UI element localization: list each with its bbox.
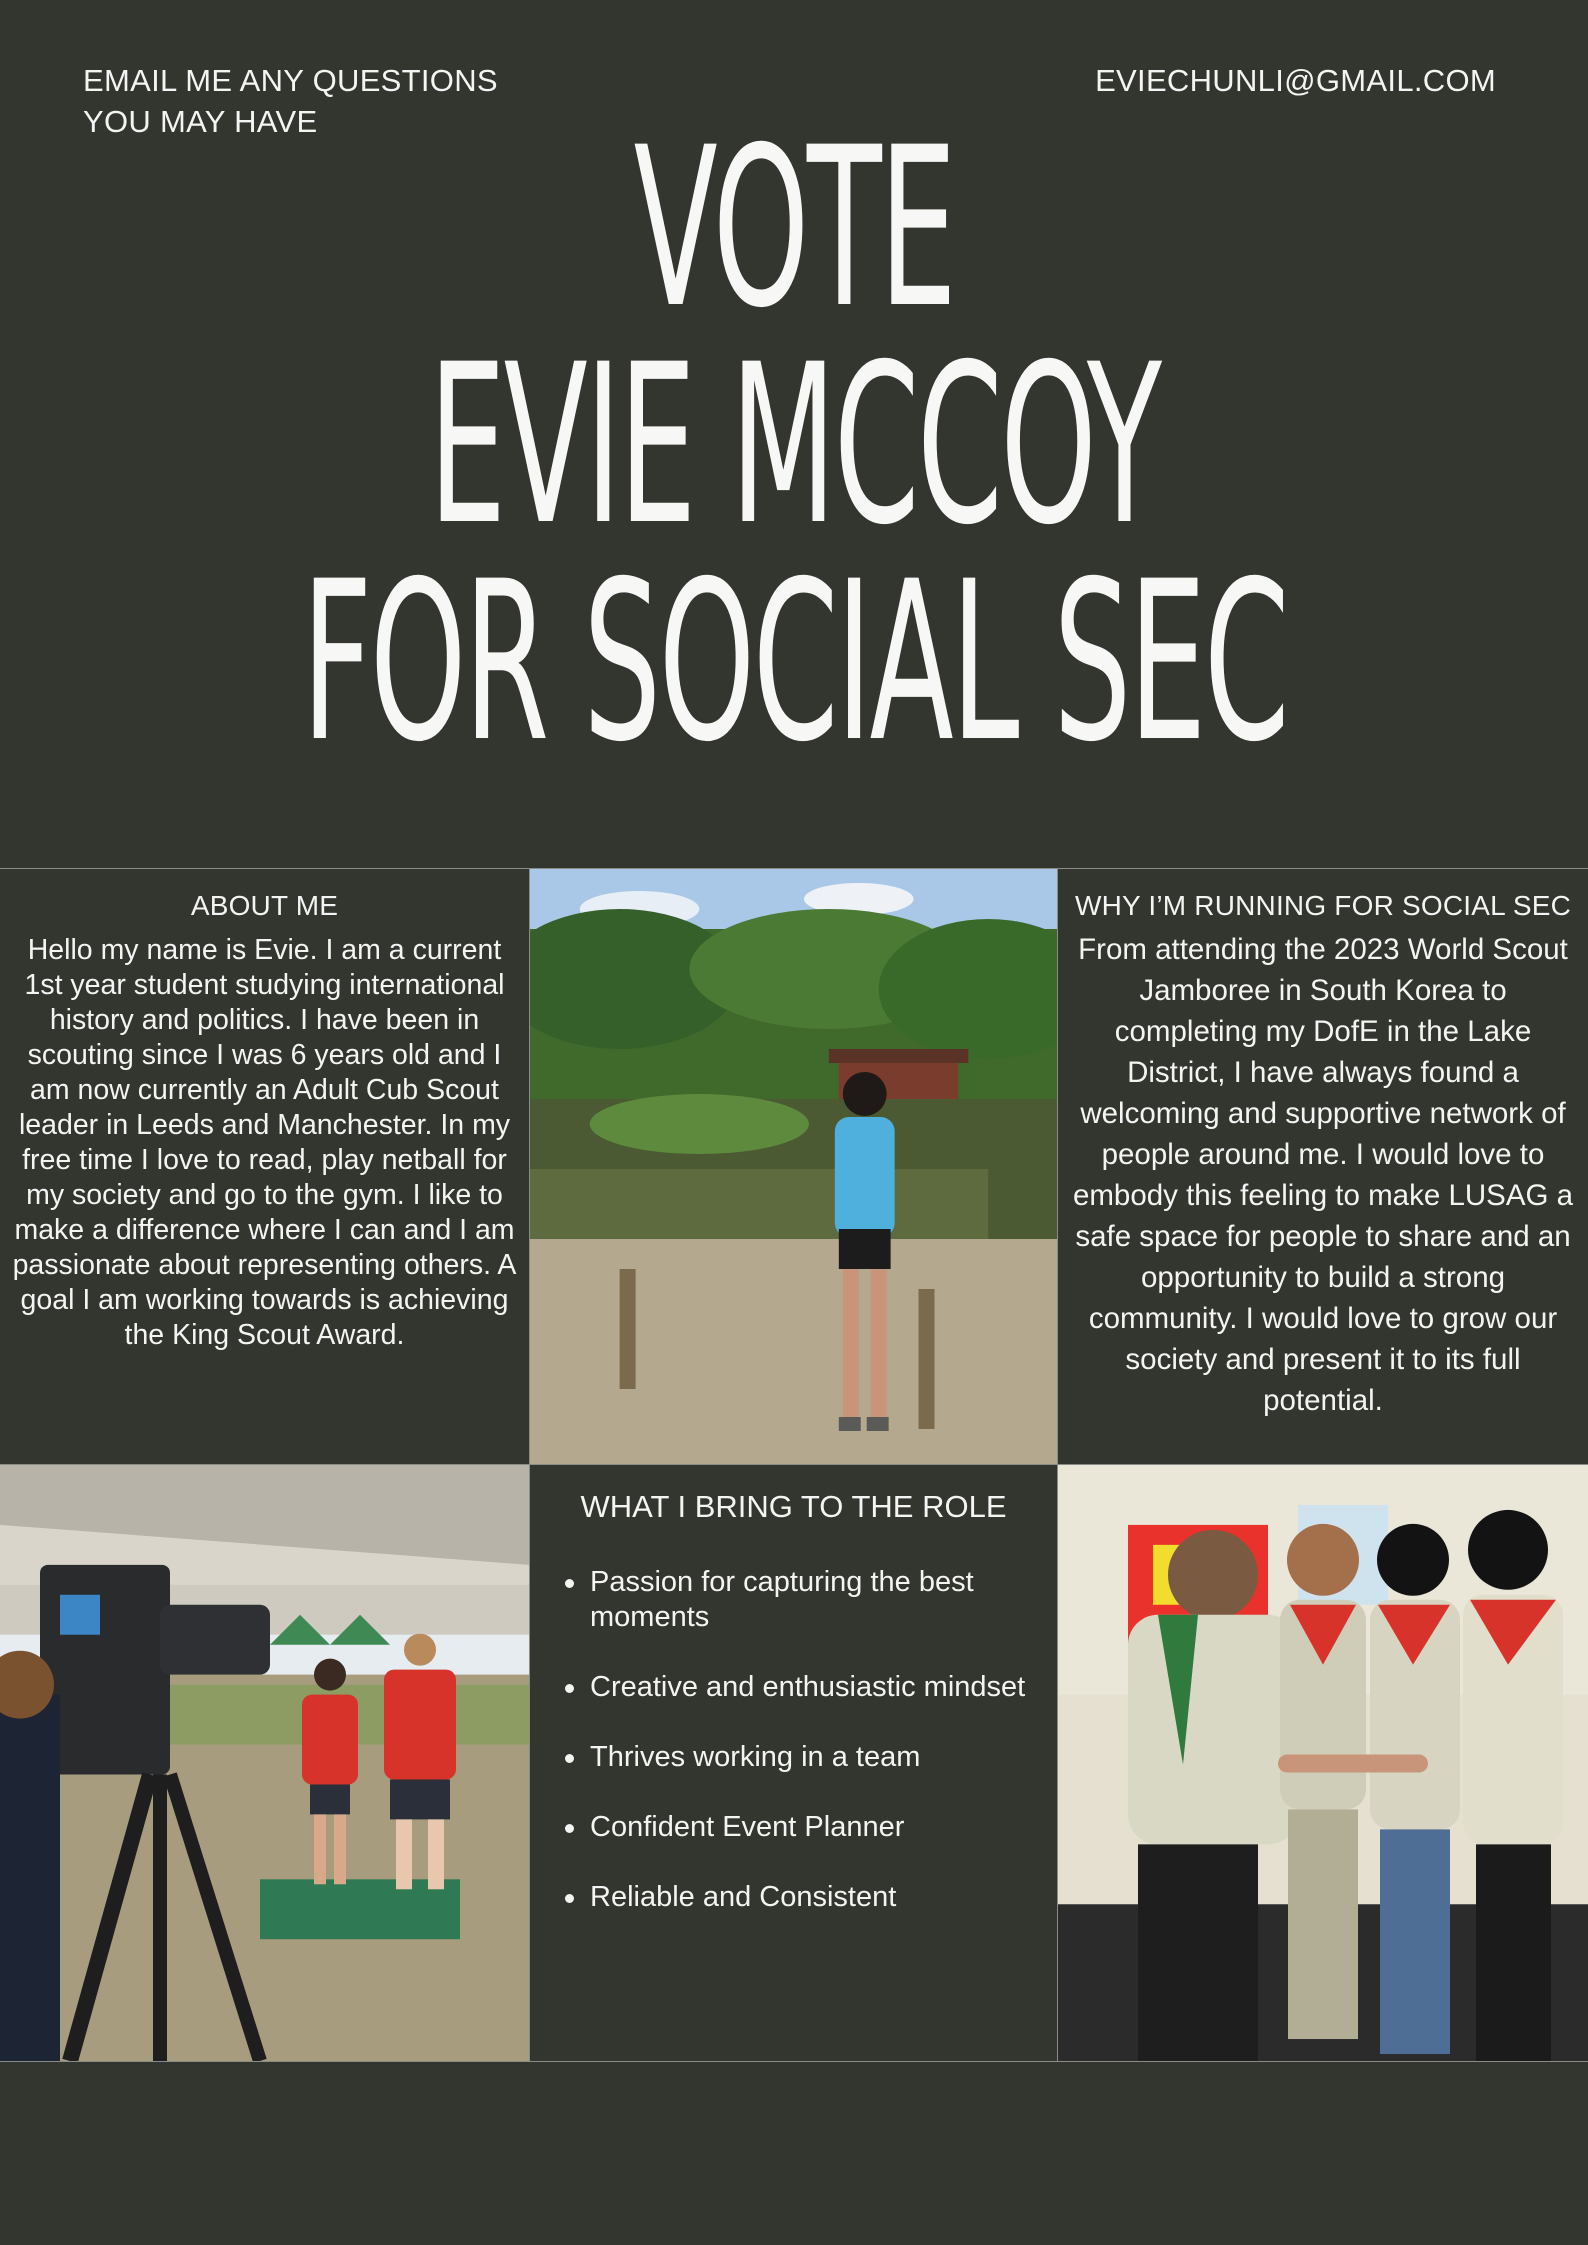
list-item: Creative and enthusiastic mindset (590, 1671, 1026, 1703)
photo-camera-interview (0, 1464, 529, 2061)
bring-to-role-section (529, 1464, 1058, 2061)
email-address-link[interactable]: EVIECHUNLI@GMAIL.COM (1095, 63, 1496, 98)
about-title: ABOUT ME (190, 890, 339, 921)
camera-photo-image (0, 1465, 529, 2061)
why-body: From attending the 2023 World Scout Jamboree in South Korea to completing my DofE in the Lake District, I have always found a welcoming and supportive network of people around me. I would love to embody this feeling to make LUSAG a safe space for people to share and an opportunity to build a strong community. I would love to grow our society and present it to its full potential. (1072, 933, 1574, 1417)
photo-garden-portrait (529, 869, 1058, 1464)
list-item: Reliable and Consistent (590, 1880, 1027, 1915)
list-item: Thrives working in a team (590, 1740, 1027, 1775)
about-section (0, 869, 529, 1464)
scout-group-photo-image (1058, 1465, 1588, 2061)
about-body: Hello my name is Evie. I am a current 1st year student studying international history and politics. I have been in scouting since I was 6 years old and I am now currently an Adult Cub Scout leader in Leeds and Manchester. In my free time I love to read, play netball for my society and go to the gym. I like to make a difference where I can and I am passionate about representing others. A goal I am working towards is achieving the King Scout Award. (12, 934, 517, 1351)
email-prompt-text: EMAIL ME ANY QUESTIONS YOU MAY HAVE (83, 63, 498, 139)
why-title: WHY I’M RUNNING FOR SOCIAL SEC (1074, 890, 1572, 921)
bring-title: WHAT I BRING TO THE ROLE (580, 1489, 1007, 1524)
why-running-section (1058, 869, 1588, 1464)
content-grid (0, 868, 1588, 2062)
headline-vote: VOTE (633, 100, 955, 356)
headline-role: FOR SOCIAL SEC (301, 534, 1288, 790)
list-item: Passion for capturing the best moments (590, 1565, 1027, 1635)
photo-scout-group (1058, 1464, 1588, 2061)
garden-photo-image (530, 869, 1057, 1464)
bring-list (530, 1565, 1057, 1915)
list-item: Confident Event Planner (590, 1810, 1027, 1845)
headline-candidate-name: EVIE MCCOY (428, 317, 1160, 573)
